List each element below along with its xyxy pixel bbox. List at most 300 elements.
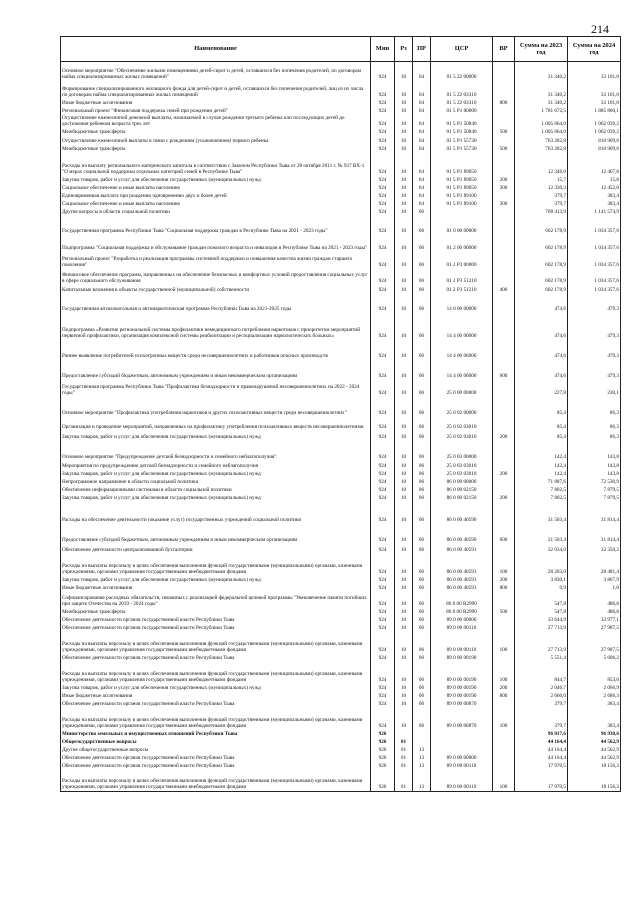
row-rz: 10: [395, 380, 413, 397]
row-sum-2024: 5 606,2: [568, 654, 621, 662]
row-name: Основное мероприятие "Обеспечение жилыми помещениями детей-сирот и детей, оставшихся без попечения родителей, по договорам найма специализированных жилых помещений": [61, 62, 371, 81]
row-sum-2023: 474,6: [515, 340, 568, 360]
row-csr: 01 5 P1 89050: [431, 153, 493, 176]
row-vr: 100: [493, 708, 515, 730]
row-min: 924: [371, 692, 395, 700]
row-sum-2023: 708 413,9: [515, 208, 568, 216]
table-row: [61, 470, 621, 478]
table-row: [61, 136, 621, 145]
row-min: 924: [371, 478, 395, 486]
row-name: Закупка товаров, работ и услуг для обеспечения государственных (муниципальных) нужд: [61, 576, 371, 584]
row-sum-2024: 383,4: [568, 708, 621, 730]
row-csr: 01 0 00 00000: [431, 216, 493, 235]
col-header-vr: ВР: [493, 37, 515, 62]
row-rz: 10: [395, 115, 413, 128]
row-sum-2024: 18 156,3: [568, 762, 621, 770]
row-sum-2024: 1 034 357,6: [568, 285, 621, 294]
row-min: 924: [371, 192, 395, 200]
row-vr: [493, 441, 515, 461]
row-vr: [493, 192, 515, 200]
table-row: [61, 216, 621, 235]
row-csr: 25 0 02 03010: [431, 431, 493, 441]
row-rz: 10: [395, 662, 413, 684]
row-vr: [493, 754, 515, 762]
row-sum-2024: 1 062 039,2: [568, 115, 621, 128]
row-pr: 06: [413, 524, 431, 544]
row-name: Предоставление субсидий бюджетным, автономным учреждениям и иным некоммерческим организациям: [61, 524, 371, 544]
table-row: [61, 397, 621, 417]
row-vr: [493, 762, 515, 770]
table-row: [61, 441, 621, 461]
row-rz: 10: [395, 153, 413, 176]
row-sum-2024: 1 034 357,6: [568, 216, 621, 235]
row-min: 924: [371, 176, 395, 184]
row-min: 924: [371, 269, 395, 285]
budget-table: [60, 36, 621, 792]
row-sum-2023: 31 340,2: [515, 99, 568, 107]
row-pr: 06: [413, 616, 431, 624]
row-min: 924: [371, 616, 395, 624]
row-rz: 10: [395, 192, 413, 200]
row-rz: 10: [395, 441, 413, 461]
row-vr: [493, 486, 515, 494]
table-row: [61, 584, 621, 592]
row-pr: 06: [413, 235, 431, 252]
row-name: Расходы на выплаты персоналу в целях обеспечения выполнения функций государственными (муниципальными) органами, казенными учреждениями, органами управления государственными внебюджетными фондами: [61, 662, 371, 684]
col-header-sum-2024: Сумма на 2024 год: [568, 37, 621, 62]
row-min: 924: [371, 294, 395, 313]
row-sum-2023: 31 340,2: [515, 81, 568, 99]
row-rz: 10: [395, 417, 413, 431]
row-pr: 06: [413, 478, 431, 486]
row-name: Закупка товаров, работ и услуг для обеспечения государственных (муниципальных) нужд: [61, 494, 371, 502]
row-sum-2023: 31 340,2: [515, 62, 568, 81]
row-rz: 01: [395, 754, 413, 762]
row-sum-2024: 31 814,4: [568, 502, 621, 524]
row-vr: [493, 107, 515, 115]
row-pr: 06: [413, 624, 431, 632]
row-csr: 86 0 00 R2990: [431, 608, 493, 616]
row-pr: 06: [413, 380, 431, 397]
row-vr: [493, 294, 515, 313]
row-pr: [413, 730, 431, 738]
row-vr: 200: [493, 576, 515, 584]
row-vr: 600: [493, 360, 515, 380]
row-rz: 10: [395, 81, 413, 99]
row-csr: 89 0 00 00000: [431, 616, 493, 624]
table-body: [61, 62, 621, 792]
row-sum-2023: 7 802,5: [515, 486, 568, 494]
row-min: 924: [371, 153, 395, 176]
row-vr: [493, 252, 515, 269]
row-name: Расходы на выплаты персоналу в целях обеспечения выполнения функций государственными (муниципальными) органами, казенными учреждениями, органами управления государственными внебюджетными фондами: [61, 554, 371, 576]
row-min: 924: [371, 235, 395, 252]
row-sum-2023: 7 802,5: [515, 494, 568, 502]
row-sum-2024: 44 562,9: [568, 746, 621, 754]
row-sum-2024: 7 879,5: [568, 494, 621, 502]
row-pr: 04: [413, 115, 431, 128]
row-csr: 89 0 00 00870: [431, 708, 493, 730]
row-min: 924: [371, 340, 395, 360]
table-row: [61, 592, 621, 608]
row-sum-2023: 2 046,7: [515, 684, 568, 692]
row-csr: 14 4 00 06000: [431, 340, 493, 360]
row-csr: 01 5 P1 89050: [431, 176, 493, 184]
row-sum-2023: 12 330,3: [515, 184, 568, 192]
row-sum-2024: 33 977,1: [568, 616, 621, 624]
row-pr: 06: [413, 431, 431, 441]
row-sum-2023: 17 970,5: [515, 762, 568, 770]
row-rz: 10: [395, 269, 413, 285]
row-csr: [431, 208, 493, 216]
row-csr: 01 5 P1 89050: [431, 184, 493, 192]
row-sum-2023: 31 503,4: [515, 524, 568, 544]
row-sum-2023: 96 017,6: [515, 730, 568, 738]
row-vr: [493, 544, 515, 554]
row-pr: 06: [413, 461, 431, 470]
row-vr: [493, 269, 515, 285]
row-sum-2024: 86,3: [568, 397, 621, 417]
row-sum-2024: 33 101,0: [568, 81, 621, 99]
row-vr: 400: [493, 285, 515, 294]
row-pr: 06: [413, 576, 431, 584]
row-name: Региональный проект "Разработка и реализация программы системной поддержки и повышения качества жизни граждан старшего поколения": [61, 252, 371, 269]
row-pr: 13: [413, 770, 431, 792]
table-row: [61, 746, 621, 754]
row-name: Основное мероприятие "Предупреждение детской безнадзорности и семейного неблагополучия": [61, 441, 371, 461]
row-sum-2024: 18 156,3: [568, 770, 621, 792]
row-rz: 10: [395, 470, 413, 478]
row-min: 924: [371, 502, 395, 524]
row-vr: [493, 461, 515, 470]
row-sum-2024: 86,3: [568, 431, 621, 441]
row-vr: [493, 136, 515, 145]
row-sum-2023: 44 164,4: [515, 754, 568, 762]
row-name: Государственная программа Республики Тыва "Социальная поддержка граждан в Республике Тыва на 2021 - 2023 годы": [61, 216, 371, 235]
row-pr: 06: [413, 216, 431, 235]
page-number: 214: [591, 22, 609, 36]
row-rz: 10: [395, 616, 413, 624]
row-vr: [493, 62, 515, 81]
row-sum-2024: 96 930,6: [568, 730, 621, 738]
row-csr: 86 0 00 02150: [431, 494, 493, 502]
row-csr: [431, 730, 493, 738]
row-name: Региональный проект "Финансовая поддержка семей при рождении детей": [61, 107, 371, 115]
table-row: [61, 770, 621, 792]
row-name: Межбюджетные трансферты: [61, 608, 371, 616]
row-min: 924: [371, 200, 395, 208]
table-row: [61, 692, 621, 700]
table-row: [61, 654, 621, 662]
row-vr: 300: [493, 200, 515, 208]
row-pr: 06: [413, 692, 431, 700]
table-row: [61, 313, 621, 340]
row-name: Обеспечение деятельности централизованной бухгалтерии: [61, 544, 371, 554]
row-sum-2024: 853,0: [568, 662, 621, 684]
row-name: Государственная программа Республики Тыва "Профилактика безнадзорности и правонарушений несовершеннолетних на 2022 - 2024 годы": [61, 380, 371, 397]
row-min: 924: [371, 417, 395, 431]
row-sum-2023: 474,6: [515, 360, 568, 380]
row-rz: 10: [395, 654, 413, 662]
row-min: 924: [371, 128, 395, 136]
row-sum-2023: 547,8: [515, 592, 568, 608]
row-vr: [493, 81, 515, 99]
row-vr: [493, 700, 515, 708]
row-name: Обеспечение деятельности органов государственной власти Республики Тыва: [61, 700, 371, 708]
row-rz: 10: [395, 431, 413, 441]
row-sum-2024: 1 034 357,6: [568, 269, 621, 285]
row-min: 926: [371, 762, 395, 770]
table-row: [61, 662, 621, 684]
row-vr: 200: [493, 431, 515, 441]
row-pr: 13: [413, 746, 431, 754]
row-name: Капитальные вложения в объекты государственной (муниципальной) собственности: [61, 285, 371, 294]
row-vr: 200: [493, 176, 515, 184]
row-pr: 06: [413, 285, 431, 294]
row-pr: 06: [413, 360, 431, 380]
row-rz: 10: [395, 128, 413, 136]
table-row: [61, 544, 621, 554]
row-csr: 01 2 P3 51210: [431, 269, 493, 285]
row-rz: 10: [395, 200, 413, 208]
table-row: [61, 632, 621, 654]
row-rz: 10: [395, 313, 413, 340]
row-pr: 06: [413, 608, 431, 616]
row-pr: 06: [413, 700, 431, 708]
row-sum-2024: 383,4: [568, 700, 621, 708]
row-min: 924: [371, 544, 395, 554]
row-sum-2023: 31 503,4: [515, 502, 568, 524]
row-name: Финансовое обеспечение программ, направленных на обеспечение безопасных и комфортных условий предоставления социальных услуг в сфере социального обслуживания: [61, 269, 371, 285]
row-name: Расходы на выплаты персоналу в целях обеспечения выполнения функций государственными (муниципальными) органами, казенными учреждениями, органами управления государственными внебюджетными фондами: [61, 708, 371, 730]
row-vr: [493, 616, 515, 624]
row-name: Обеспечение деятельности органов государственной власти Республики Тыва: [61, 624, 371, 632]
row-rz: 10: [395, 708, 413, 730]
row-min: 924: [371, 81, 395, 99]
table-row: [61, 380, 621, 397]
row-sum-2024: 810 969,6: [568, 136, 621, 145]
row-sum-2023: 379,7: [515, 192, 568, 200]
col-header-name: Наименование: [61, 37, 371, 62]
row-csr: 01 5 P1 55730: [431, 145, 493, 153]
row-sum-2024: 31 814,4: [568, 524, 621, 544]
row-vr: [493, 235, 515, 252]
row-rz: [395, 730, 413, 738]
table-row: [61, 624, 621, 632]
row-min: 924: [371, 216, 395, 235]
row-sum-2023: 85,4: [515, 397, 568, 417]
row-sum-2024: 1 062 039,2: [568, 128, 621, 136]
row-min: 924: [371, 145, 395, 153]
row-sum-2024: 486,8: [568, 608, 621, 616]
row-rz: 10: [395, 285, 413, 294]
row-sum-2023: 5 551,4: [515, 654, 568, 662]
row-csr: 86 0 00 40591: [431, 554, 493, 576]
row-pr: 06: [413, 708, 431, 730]
row-sum-2023: 15,7: [515, 176, 568, 184]
row-vr: [493, 216, 515, 235]
row-vr: [493, 208, 515, 216]
row-sum-2023: 27 713,9: [515, 632, 568, 654]
row-csr: 86 0 00 40591: [431, 544, 493, 554]
row-rz: 10: [395, 584, 413, 592]
row-sum-2024: 72 530,9: [568, 478, 621, 486]
row-sum-2024: 1 034 357,6: [568, 235, 621, 252]
row-min: 924: [371, 632, 395, 654]
row-min: 924: [371, 662, 395, 684]
row-sum-2024: 1 141 574,9: [568, 208, 621, 216]
row-sum-2023: 844,7: [515, 662, 568, 684]
row-sum-2024: 810 969,6: [568, 145, 621, 153]
table-row: [61, 128, 621, 136]
row-pr: [413, 738, 431, 746]
row-rz: 10: [395, 216, 413, 235]
table-row: [61, 192, 621, 200]
row-rz: 10: [395, 107, 413, 115]
row-min: 924: [371, 441, 395, 461]
row-pr: 06: [413, 417, 431, 431]
row-sum-2023: 379,7: [515, 708, 568, 730]
row-csr: 01 2 00 00000: [431, 235, 493, 252]
row-sum-2024: 7 879,5: [568, 486, 621, 494]
row-csr: 01 5 22 00000: [431, 62, 493, 81]
row-vr: [493, 417, 515, 431]
row-sum-2024: 1 034 357,6: [568, 252, 621, 269]
row-rz: 10: [395, 235, 413, 252]
row-sum-2023: 33 644,9: [515, 616, 568, 624]
row-sum-2024: 33 101,0: [568, 62, 621, 81]
row-name: Основное мероприятие "Профилактика употребления наркотиков и других психоактивных веществ среди несовершеннолетних": [61, 397, 371, 417]
row-rz: 10: [395, 340, 413, 360]
row-min: 924: [371, 554, 395, 576]
row-vr: [493, 478, 515, 486]
row-rz: 10: [395, 461, 413, 470]
row-min: 924: [371, 380, 395, 397]
row-sum-2024: 143,8: [568, 441, 621, 461]
table-row: [61, 115, 621, 128]
row-min: 924: [371, 136, 395, 145]
row-csr: 25 0 02 00000: [431, 397, 493, 417]
row-pr: 06: [413, 684, 431, 692]
row-rz: 10: [395, 700, 413, 708]
col-header-pr: ПР: [413, 37, 431, 62]
row-min: 924: [371, 708, 395, 730]
row-vr: 100: [493, 632, 515, 654]
row-csr: 14 4 00 06000: [431, 360, 493, 380]
row-min: 924: [371, 285, 395, 294]
table-row: [61, 107, 621, 115]
row-pr: 06: [413, 470, 431, 478]
row-csr: 86 0 00 40590: [431, 502, 493, 524]
table-row: [61, 762, 621, 770]
row-rz: 10: [395, 502, 413, 524]
row-name: Межбюджетные трансферты: [61, 145, 371, 153]
row-sum-2024: 479,3: [568, 340, 621, 360]
row-vr: 100: [493, 554, 515, 576]
row-rz: 10: [395, 692, 413, 700]
row-name: Государственная антиалкогольная и антинаркотическая программа Республики Тыва на 2021-2025 годы: [61, 294, 371, 313]
row-sum-2023: 763 282,8: [515, 145, 568, 153]
row-csr: 01 5 P1 55730: [431, 136, 493, 145]
table-row: [61, 608, 621, 616]
row-sum-2023: 379,7: [515, 700, 568, 708]
row-sum-2024: 486,8: [568, 592, 621, 608]
row-rz: 10: [395, 136, 413, 145]
row-name: Организация и проведение мероприятий, направленных на профилактику употребления психоактивных веществ несовершеннолетними: [61, 417, 371, 431]
row-pr: 06: [413, 494, 431, 502]
table-row: [61, 754, 621, 762]
row-csr: 01 2 P3 51210: [431, 285, 493, 294]
row-name: Общегосударственные вопросы: [61, 738, 371, 746]
row-sum-2023: 1 781 672,5: [515, 107, 568, 115]
row-name: Обеспечение деятельности органов государственной власти Республики Тыва: [61, 654, 371, 662]
row-csr: 89 0 00 00110: [431, 624, 493, 632]
row-sum-2024: 383,4: [568, 200, 621, 208]
row-csr: 01 5 P1 50840: [431, 115, 493, 128]
table-row: [61, 730, 621, 738]
row-vr: [493, 738, 515, 746]
row-min: 924: [371, 208, 395, 216]
row-min: 926: [371, 738, 395, 746]
row-vr: 100: [493, 662, 515, 684]
table-row: [61, 576, 621, 584]
row-pr: 06: [413, 252, 431, 269]
row-pr: 04: [413, 107, 431, 115]
row-pr: 06: [413, 294, 431, 313]
row-sum-2024: 12 452,0: [568, 184, 621, 192]
row-pr: 04: [413, 192, 431, 200]
row-rz: 10: [395, 360, 413, 380]
row-csr: 25 0 03 03010: [431, 470, 493, 478]
row-sum-2023: 474,6: [515, 294, 568, 313]
row-csr: 14 0 00 00000: [431, 294, 493, 313]
row-pr: 04: [413, 145, 431, 153]
row-name: Обеспечение деятельности органов государственной власти Республики Тыва: [61, 754, 371, 762]
row-pr: 06: [413, 441, 431, 461]
row-name: Подпрограмма «Развитие региональной системы профилактики немедицинского потребления наркотиков с приоритетом мероприятий первичной профилактики, организация комплексной системы реабилитации и ресоциализации наркологических больных»: [61, 313, 371, 340]
table-row: [61, 486, 621, 494]
row-min: 924: [371, 461, 395, 470]
table-row: [61, 340, 621, 360]
row-csr: 01 2 P3 00000: [431, 252, 493, 269]
row-sum-2023: 227,8: [515, 380, 568, 397]
row-vr: 500: [493, 145, 515, 153]
col-header-csr: ЦСР: [431, 37, 493, 62]
table-row: [61, 554, 621, 576]
row-min: 924: [371, 624, 395, 632]
row-name: Межбюджетные трансферты: [61, 128, 371, 136]
row-rz: 10: [395, 632, 413, 654]
row-rz: 01: [395, 738, 413, 746]
row-rz: 01: [395, 762, 413, 770]
table-header-row: [61, 37, 621, 62]
row-sum-2024: 479,3: [568, 294, 621, 313]
row-name: Закупка товаров, работ и услуг для обеспечения государственных (муниципальных) нужд: [61, 684, 371, 692]
row-pr: 04: [413, 153, 431, 176]
table-row: [61, 461, 621, 470]
row-rz: 10: [395, 592, 413, 608]
row-sum-2024: 44 562,9: [568, 754, 621, 762]
row-rz: 10: [395, 62, 413, 81]
row-vr: 500: [493, 128, 515, 136]
row-rz: 10: [395, 145, 413, 153]
row-pr: 06: [413, 269, 431, 285]
row-name: Другие общегосударственные вопросы: [61, 746, 371, 754]
row-name: Расходы на выплату регионального материнского капитала в соответствии с Законом Республики Тыва от 28 октября 2011 г. № 937 ВХ-1 "О мерах социальной поддержки отдельных категорий семей в Республике Тыва": [61, 153, 371, 176]
row-rz: 10: [395, 99, 413, 107]
row-sum-2023: 28 203,0: [515, 554, 568, 576]
row-min: 924: [371, 494, 395, 502]
